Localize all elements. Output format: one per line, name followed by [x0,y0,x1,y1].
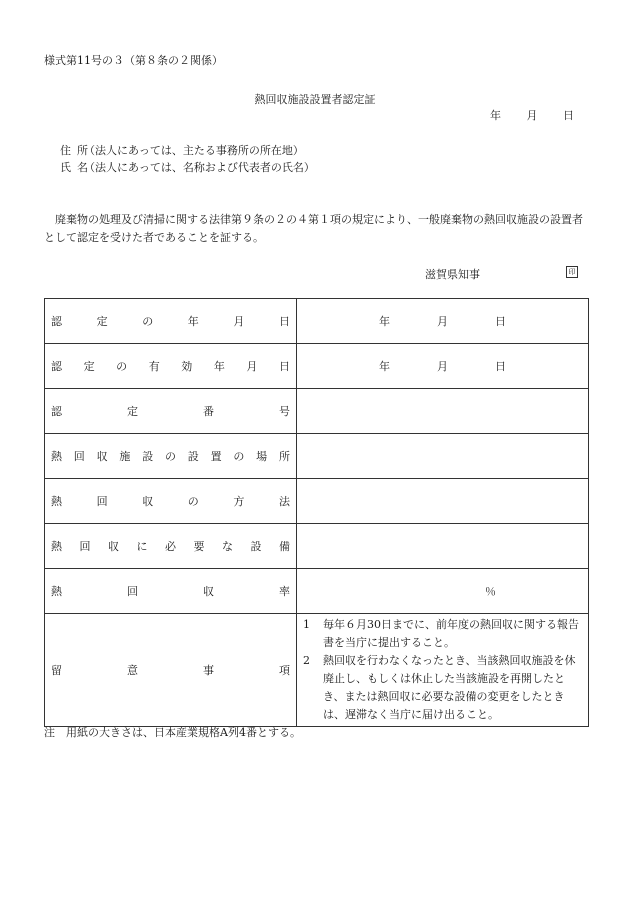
note-number: 1 [303,618,310,631]
certificate-table [44,298,589,727]
label-char: 要 [193,540,205,553]
label-char: 収 [142,495,154,508]
row-value [297,479,589,524]
note-item [303,616,582,652]
note-item [303,652,582,724]
label-text [51,583,290,599]
label-char: 月 [246,360,258,373]
label-char: の [164,450,176,463]
label-char: 設 [142,450,154,463]
label-char: 必 [165,540,176,553]
label-char: 効 [181,360,193,373]
form-number: 様式第11号の３（第８条の２関係） [44,54,223,67]
label-char: 所 [278,450,290,463]
label-char: 熱 [51,495,62,508]
label-char: な [222,540,233,553]
label-char: の [233,450,245,463]
label-text [51,538,290,554]
label-char: 方 [233,495,245,508]
label-char: 意 [127,664,138,677]
label-char: 設 [187,450,199,463]
row-label [45,344,297,389]
label-char: 月 [233,315,245,328]
label-text [51,493,290,509]
table-row [45,524,589,569]
label-char: 日 [278,360,290,373]
certification-text: 廃棄物の処理及び清掃に関する法律第９条の２の４第１項の規定により、一般廃棄物の熱回収施設の設置者として認定を受けた者であることを証する。 [44,213,583,244]
label-char: 定 [96,315,108,328]
value-year: 年 [379,315,390,328]
label-char: 施 [119,450,131,463]
footnote: 注 用紙の大きさは、日本産業規格A列4番とする。 [44,726,301,739]
label-char: 年 [187,315,199,328]
label-char: 回 [73,450,85,463]
label-char: 収 [108,540,119,553]
table-row [45,479,589,524]
date-month: 月 [526,109,538,122]
label-char: 認 [51,405,62,418]
address-note: （法人にあっては、主たる事務所の所在地） [84,144,304,157]
issuer: 滋賀県知事 [425,268,480,281]
label-char: 有 [148,360,160,373]
table-row [45,434,589,479]
label-text [51,403,290,419]
address-line [60,142,304,158]
label-char: 番 [203,405,214,418]
note-text: 毎年６月30日までに、前年度の熱回収に関する報告書を当庁に提出すること。 [323,618,579,649]
label-char: 熱 [51,540,62,553]
row-value [297,434,589,479]
label-char: 号 [279,405,290,418]
row-value [297,389,589,434]
value-month: 月 [437,315,448,328]
label-char: 備 [279,540,290,553]
label-char: 法 [278,495,290,508]
label-char: 認 [51,360,62,373]
recovery-rate-value: ％ [297,569,589,614]
table-row [45,614,589,727]
label-text [51,662,290,678]
label-char: 定 [127,405,138,418]
note-text: 熱回収を行わなくなったとき、当該熱回収施設を休廃止し、もしくは休止した当該施設を再開したとき、または熱回収に必要な設備の変更をしたときは、遅滞なく当庁に届け出ること。 [323,654,576,721]
date-year: 年 [490,109,501,122]
date-day: 日 [563,109,574,122]
row-value [297,524,589,569]
notes-cell [297,614,589,727]
address-label: 住所 [60,144,94,157]
label-char: の [116,360,128,373]
label-text [51,358,290,374]
value-month: 月 [437,360,448,373]
label-text [51,448,290,464]
seal-mark: 印 [566,266,578,278]
table-row [45,569,589,614]
row-label [45,434,297,479]
table-row [45,389,589,434]
row-value [297,344,589,389]
label-char: 熱 [51,450,62,463]
name-note: （法人にあっては、名称および代表者の氏名） [84,161,315,174]
label-text [51,313,290,329]
document-title: 熱回収施設設置者認定証 [254,93,376,106]
table-row [45,299,589,344]
label-char: 置 [210,450,222,463]
label-char: 年 [213,360,225,373]
label-char: 認 [51,315,62,328]
name-label: 氏名 [60,161,94,174]
row-label [45,569,297,614]
label-char: 項 [279,664,290,677]
label-char: 収 [203,585,214,598]
value-day: 日 [495,360,506,373]
row-label [45,524,297,569]
label-char: に [136,540,148,553]
label-char: 場 [256,450,268,463]
label-char: 収 [96,450,108,463]
label-char: の [187,495,199,508]
label-char: 設 [250,540,262,553]
label-char: 熱 [51,585,62,598]
label-char: 留 [51,664,62,677]
label-char: 回 [79,540,91,553]
label-char: 率 [279,585,290,598]
row-label [45,479,297,524]
label-char: 事 [203,664,214,677]
label-char: の [142,315,154,328]
row-value [297,299,589,344]
label-char: 回 [127,585,138,598]
label-char: 回 [96,495,108,508]
value-day: 日 [495,315,506,328]
row-label [45,614,297,727]
note-number: 2 [303,654,310,667]
table-row [45,344,589,389]
name-line [60,159,315,175]
row-label [45,389,297,434]
row-label [45,299,297,344]
label-char: 定 [83,360,95,373]
issue-date [490,107,574,123]
value-year: 年 [379,360,390,373]
label-char: 日 [278,315,290,328]
